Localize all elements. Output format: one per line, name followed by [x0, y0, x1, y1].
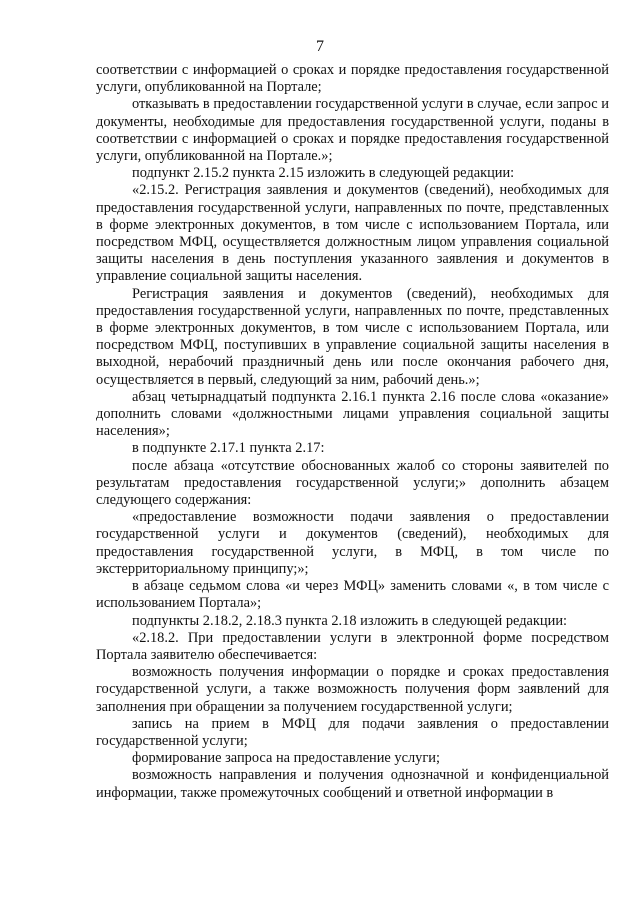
paragraph: абзац четырнадцатый подпункта 2.16.1 пункта 2.16 после слова «оказание» дополнить словами «должностными лицами управления социальной защиты населения»;	[96, 388, 609, 440]
page-number: 7	[316, 38, 324, 55]
paragraph: отказывать в предоставлении государственной услуги в случае, если запрос и документы, необходимые для предоставления государственной услуги, поданы в соответствии с информацией о сроках и порядке предоставления государственной услуги, опубликованной на Портале.»;	[96, 96, 609, 165]
paragraph: подпункт 2.15.2 пункта 2.15 изложить в следующей редакции:	[132, 165, 515, 182]
paragraph: возможность получения информации о порядке и сроках предоставления государственной услуги, а также возможность получения форм заявлений для заполнения при обращении за получением государственной услуги;	[96, 664, 609, 715]
paragraph: Регистрация заявления и документов (сведений), необходимых для предоставления государственной услуги, направленных по почте, представленных в форме электронных документов, в том числе с использованием Портала, или посредством МФЦ, поступивших в управление социальной защиты населения в выходной, нерабочий праздничный день или после окончания рабочего дня, осуществляется в первый, следующий за ним, рабочий день.»;	[96, 285, 609, 388]
paragraph: формирование запроса на предоставление услуги;	[132, 750, 440, 767]
paragraph: «предоставление возможности подачи заявления о предоставлении государственной услуги и документов (сведений), необходимых для предоставления государственной услуги, в МФЦ, в том числе по экстерриториальному принципу;»;	[96, 509, 609, 577]
paragraph: после абзаца «отсутствие обоснованных жалоб со стороны заявителей по результатам предоставления государственной услуги;» дополнить абзацем следующего содержания:	[96, 457, 609, 509]
paragraph: соответствии с информацией о сроках и порядке предоставления государственной услуги, опубликованной на Портале;	[96, 62, 609, 96]
paragraph: подпункты 2.18.2, 2.18.3 пункта 2.18 изложить в следующей редакции:	[132, 612, 568, 629]
paragraph: «2.15.2. Регистрация заявления и документов (сведений), необходимых для предоставления государственной услуги, направленных по почте, представленных в форме электронных документов, в том числе с использованием Портала, или посредством МФЦ, осуществляется должностным лицом управления социальной защиты населения в день поступления указанного заявления и документов в управление социальной защиты населения.	[96, 182, 609, 285]
paragraph: возможность направления и получения однозначной и конфиденциальной информации, также промежуточных сообщений и ответной информации в	[96, 767, 609, 801]
paragraph: «2.18.2. При предоставлении услуги в электронной форме посредством Портала заявителю обеспечивается:	[96, 629, 609, 663]
paragraph: в абзаце седьмом слова «и через МФЦ» заменить словами «, в том числе с использованием Портала»;	[96, 578, 609, 612]
paragraph: запись на прием в МФЦ для подачи заявления о предоставлении государственной услуги;	[96, 715, 609, 749]
document-body	[96, 62, 609, 802]
paragraph: в подпункте 2.17.1 пункта 2.17:	[132, 440, 325, 457]
